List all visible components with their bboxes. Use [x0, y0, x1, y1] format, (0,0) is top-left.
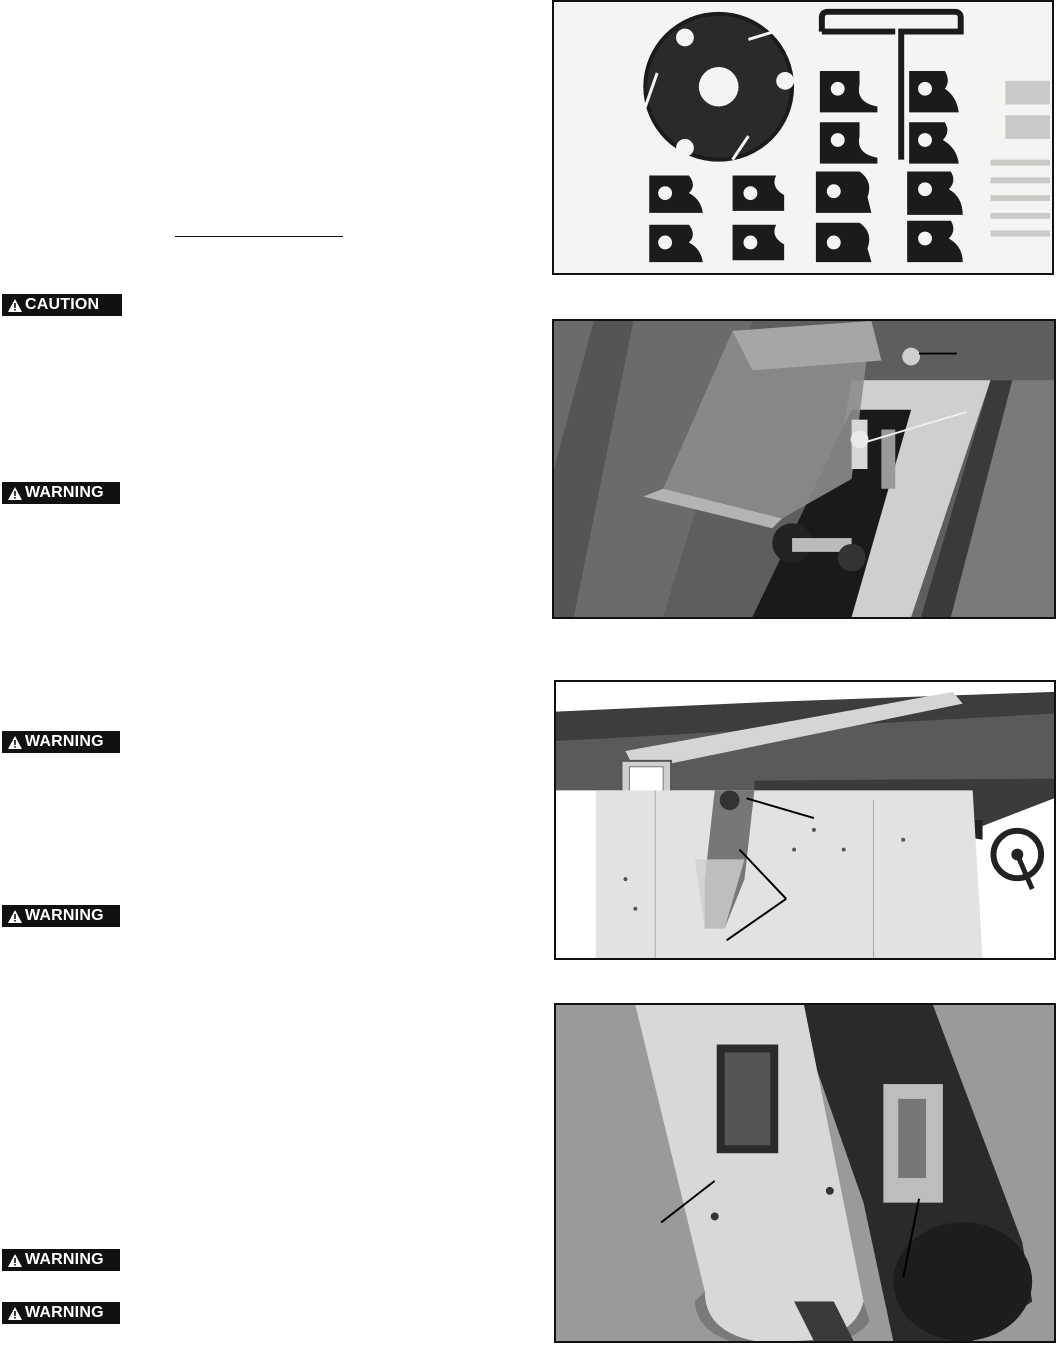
warning-label: WARNING: [25, 907, 104, 924]
figure-blade-guard: [552, 319, 1056, 619]
figure-blade-cutters: [552, 0, 1054, 275]
figure-table-insert: [554, 1003, 1056, 1343]
alert-triangle-icon: [8, 1254, 22, 1267]
alert-triangle-icon: [8, 1307, 22, 1320]
caution-label: CAUTION: [25, 296, 100, 313]
warning-badge: [2, 1249, 120, 1271]
warning-label: WARNING: [25, 1304, 104, 1321]
warning-badge: [2, 482, 120, 504]
alert-triangle-icon: [8, 487, 22, 500]
alert-triangle-icon: [8, 299, 22, 312]
warning-badge: [2, 1302, 120, 1324]
warning-label: WARNING: [25, 484, 104, 501]
underline-rule: [175, 236, 343, 237]
warning-label: WARNING: [25, 1251, 104, 1268]
alert-triangle-icon: [8, 736, 22, 749]
alert-triangle-icon: [8, 910, 22, 923]
figure-rip-fence: [554, 680, 1056, 960]
warning-badge: [2, 731, 120, 753]
warning-label: WARNING: [25, 733, 104, 750]
caution-badge: [2, 294, 122, 316]
warning-badge: [2, 905, 120, 927]
